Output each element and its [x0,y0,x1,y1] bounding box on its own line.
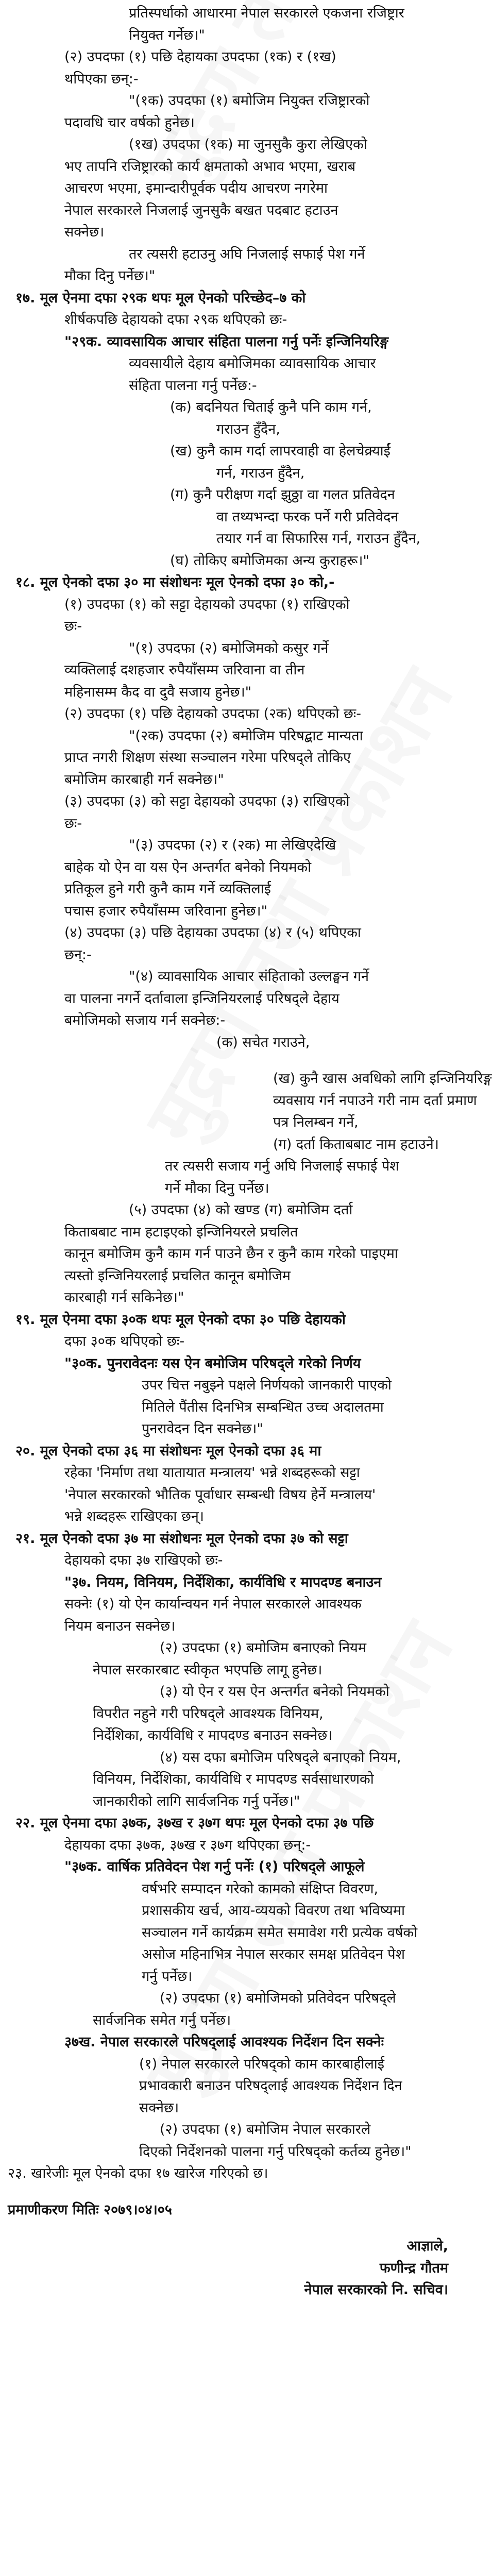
document-line: गर्न, गराउन हुँदैन, [216,465,305,481]
document-line: तयार गर्न वा सिफारिस गर्न, गराउन हुँदैन, [216,531,421,547]
document-line: नियुक्त गर्नेछ।" [129,27,205,43]
document-line: किताबबाट नाम हटाइएको इन्जिनियरले प्रचलित [64,1224,298,1240]
document-line: पुनरावेदन दिन सक्नेछ।" [142,1421,263,1437]
document-line: तर त्यसरी हटाउनु अघि निजलाई सफाई पेश गर्ने [129,246,365,262]
document-line: भए तापनि रजिष्ट्रारको कार्य क्षमताको अभाव भएमा, खराब [64,158,356,175]
document-line: जानकारीको लागि सार्वजनिक गर्नु पर्नेछ।" [93,1793,300,1809]
document-line: निर्देशिका, कार्यविधि र मापदण्ड बनाउन सक्नेछ। [93,1727,333,1743]
document-line: गराउन हुँदैन, [216,421,280,437]
document-line: "३०क. पुनरावेदनः यस ऐन बमोजिम परिषद्ले गरेको निर्णय [64,1355,361,1371]
document-line: गर्नु पर्नेछ। [142,1968,193,1985]
document-line: गर्ने मौका दिनु पर्नेछ। [165,1180,269,1196]
document-line: दफा ३०क थपिएको छः- [64,1333,185,1349]
document-line: प्राप्त नगरी शिक्षण संस्था सञ्चालन गरेमा परिषद्ले तोकिए [64,750,351,766]
document-line: विपरीत नहुने गरी परिषद्ले आवश्यक विनियम, [93,1705,324,1722]
document-line: "३७क. वार्षिक प्रतिवेदन पेश गर्नु पर्नेः (१) परिषद्ले आफूले [64,1859,365,1875]
document-line: (१ख) उपदफा (१क) मा जुनसुकै कुरा लेखिएको [129,137,367,152]
document-line: (ग) दर्ता किताबबाट नाम हटाउने। [273,1136,439,1153]
document-line: "(४) व्यावसायिक आचार संहिताको उल्लङ्घन गर्ने [129,969,369,985]
document-line: (३) उपदफा (३) को सट्टा देहायको उपदफा (३) राखिएको [64,793,350,809]
document-line: शीर्षकपछि देहायको दफा २९क थपिएको छः- [64,312,287,328]
document-line: व्यवसाय गर्न नपाउने गरी नाम दर्ता प्रमाण [273,1092,477,1109]
document-line: व्यवसायीले देहाय बमोजिमका व्यावसायिक आचार [129,355,376,371]
document-line: १९. मूल ऐनमा दफा ३०क थपः मूल ऐनको दफा ३० पछि देहायको [15,1311,346,1328]
document-line: मौका दिनु पर्नेछ।" [64,268,156,284]
document-line: वर्षभरि सम्पादन गरेको कामको संक्षिप्त विवरण, [142,1880,379,1897]
document-line: विनियम, निर्देशिका, कार्यविधि र मापदण्ड सर्वसाधारणको [93,1771,374,1787]
document-line: नेपाल सरकारबाट स्वीकृत भएपछि लागू हुनेछ। [93,1662,323,1678]
document-line: छः- [64,618,82,634]
document-line: "२९क. व्यावसायिक आचार संहिता पालना गर्नु पर्नेः इन्जिनियरिङ्ग [64,333,388,350]
document-line: रहेका 'निर्माण तथा यातायात मन्त्रालय' भन्ने शब्दहरूको सट्टा [64,1465,360,1481]
document-line: कानून बमोजिम कुनै काम गर्न पाउने छैन र कुनै काम गरेको पाइएमा [64,1246,398,1262]
document-line: (१) नेपाल सरकारले परिषद्को काम कारबाहीलाई [139,2056,384,2072]
document-line: १८. मूल ऐनको दफा ३० मा संशोधनः मूल ऐनको दफा ३० को,- [15,574,335,590]
document-line: आचरण भएमा, इमान्दारीपूर्वक पदीय आचरण नगरेमा [64,180,328,196]
document-line: (२) उपदफा (१) बमोजिमको प्रतिवेदन परिषद्ले [160,1990,396,2006]
document-line: २३. खारेजीः मूल ऐनको दफा १७ खारेज गरिएको छ। [8,2165,268,2181]
document-line: (क) सचेत गराउने, [216,1034,310,1050]
document-line: मितिले पैंतीस दिनभित्र सम्बन्धित उच्च अदालतमा [142,1399,384,1415]
document-line: प्रतिस्पर्धाको आधारमा नेपाल सरकारले एकजना रजिष्ट्रार [129,5,404,21]
document-line: आज्ञाले, [406,2238,448,2254]
document-line: २०. मूल ऐनको दफा ३६ मा संशोधनः मूल ऐनको दफा ३६ मा [15,1443,321,1459]
document-line: (ख) कुनै काम गर्दा लापरवाही वा हेलचेक्र्याईं [170,443,391,459]
document-line: सञ्चालन गर्ने कार्यक्रम समेत समावेश गरी प्रत्येक वर्षको [142,1924,418,1941]
document-line: दिएको निर्देशनको पालना गर्नु परिषद्को कर्तव्य हुनेछ।" [139,2143,412,2160]
document-line: (१) उपदफा (१) को सट्टा देहायको उपदफा (१) राखिएको [64,596,350,613]
document-line: सक्नेछ। [139,2099,179,2116]
document-line: उपर चित्त नबुझ्ने पक्षले निर्णयको जानकारी पाएको [142,1377,392,1393]
document-line: प्रशासकीय खर्च, आय-व्ययको विवरण तथा भविष्यमा [142,1903,405,1919]
document-line: पत्र निलम्बन गर्ने, [273,1114,359,1130]
document-line: असोज महिनाभित्र नेपाल सरकार समक्ष प्रतिवेदन पेश [142,1946,405,1962]
document-line: पदावधि चार वर्षको हुनेछ। [64,114,195,131]
document-line: (४) उपदफा (३) पछि देहायका उपदफा (४) र (५) थपिएका [64,925,361,941]
document-line: २१. मूल ऐनको दफा ३७ मा संशोधनः मूल ऐनको दफा ३७ को सट्टा [15,1530,348,1547]
document-line: कारबाही गर्न सकिनेछ।" [64,1290,184,1306]
document-line: "(१क) उपदफा (१) बमोजिम नियुक्त रजिष्ट्रारको [129,93,370,109]
document-line: (क) बदनियत चिताई कुनै पनि काम गर्न, [170,399,372,415]
document-line: १७. मूल ऐनमा दफा २९क थपः मूल ऐनको परिच्छेद–७ को [15,290,306,306]
document-line: ३७ख. नेपाल सरकारले परिषद्लाई आवश्यक निर्देशन दिन सक्नेः [64,2034,384,2050]
document-line: त्यस्तो इन्जिनियरलाई प्रचलित कानून बमोजिम [64,1267,291,1284]
document-line: देहायका दफा ३७क, ३७ख र ३७ग थपिएका छन्:- [64,1837,311,1853]
document-line: (४) यस दफा बमोजिम परिषद्ले बनाएको नियम, [160,1749,401,1766]
document-line: प्रतिकूल हुने गरी कुनै काम गर्ने व्यक्तिलाई [64,881,271,897]
document-line: देहायको दफा ३७ राखिएको छः- [64,1552,223,1568]
document-line: महिनासम्म कैद वा दुवै सजाय हुनेछ।" [64,684,252,700]
document-line: पचास हजार रुपैयाँसम्म जरिवाना हुनेछ।" [64,903,268,919]
document-line: (२) उपदफा (१) बमोजिम बनाएको नियम [160,1640,366,1656]
document-line: (२) उपदफा (१) पछि देहायका उपदफा (१क) र (१ख) [64,49,336,65]
document-line: २२. मूल ऐनमा दफा ३७क, ३७ख र ३७ग थपः मूल ऐनको दफा ३७ पछि [15,1815,374,1831]
document-line: छः- [64,815,82,832]
document-line: बमोजिमको सजाय गर्न सक्नेछ:- [64,1012,226,1028]
document-line: बमोजिम कारबाही गर्न सक्नेछ।" [64,771,224,788]
document-line: बाहेक यो ऐन वा यस ऐन अन्तर्गत बनेको नियमको [64,859,312,875]
document-line: "(३) उपदफा (२) र (२क) मा लेखिएदेखि [129,837,336,853]
document-line: सार्वजनिक समेत गर्नु पर्नेछ। [93,2012,231,2028]
document-line: सक्नेः (१) यो ऐन कार्यान्वयन गर्न नेपाल सरकारले आवश्यक [64,1596,362,1612]
document-line: सक्नेछ। [64,224,105,240]
document-line: थपिएका छन्:- [64,71,139,87]
document-line: प्रमाणीकरण मितिः २०७९।०४।०५ [8,2201,172,2218]
document-line: "(१) उपदफा (२) बमोजिमको कसुर गर्ने [129,640,329,656]
document-line: नियम बनाउन सक्नेछ। [64,1618,176,1634]
document-line: (३) यो ऐन र यस ऐन अन्तर्गत बनेको नियमको [160,1684,389,1700]
document-line: 'नेपाल सरकारको भौतिक पूर्वाधार सम्बन्धी विषय हेर्ने मन्त्रालय' [64,1486,376,1503]
document-line: तर त्यसरी सजाय गर्नु अघि निजलाई सफाई पेश [165,1158,399,1174]
document-line: भन्ने शब्दहरू राखिएका छन्। [64,1509,205,1524]
document-line: "३७. नियम, विनियम, निर्देशिका, कार्यविधि र मापदण्ड बनाउन [64,1574,382,1590]
document-line: (२) उपदफा (१) पछि देहायको उपदफा (२क) थपिएको छः- [64,706,361,722]
document-line: (ख) कुनै खास अवधिको लागि इन्जिनियरिङ्ग [273,1071,492,1087]
document-line: फणीन्द्र गौतम [379,2260,448,2276]
document-line: नेपाल सरकारले निजलाई जुनसुकै बखत पदबाट हटाउन [64,202,338,218]
document-line: छन्:- [64,946,92,963]
document-line: (ग) कुनै परीक्षण गर्दा झुठ्ठा वा गलत प्रतिवेदन [170,487,395,503]
document-line: (५) उपदफा (४) को खण्ड (ग) बमोजिम दर्ता [129,1202,353,1218]
document-line: वा पालना नगर्ने दर्तावाला इन्जिनियरलाई परिषद्ले देहाय [64,990,340,1007]
document-line: (२) उपदफा (१) बमोजिम नेपाल सरकारले [160,2122,371,2138]
document-line: (घ) तोकिए बमोजिमका अन्य कुराहरू।" [170,552,369,569]
document-line: नेपाल सरकारको नि. सचिव। [304,2282,448,2298]
document-line: प्रभावकारी बनाउन परिषद्लाई आवश्यक निर्देशन दिन [139,2078,402,2094]
document-line: वा तथ्यभन्दा फरक पर्ने गरी प्रतिवेदन [216,509,399,525]
document-line: संहिता पालना गर्नु पर्नेछ:- [129,377,257,394]
document-line: "(२क) उपदफा (२) बमोजिम परिषद्बाट मान्यता [129,727,363,744]
document-line: व्यक्तिलाई दशहजार रुपैयाँसम्म जरिवाना वा तीन [64,662,305,678]
